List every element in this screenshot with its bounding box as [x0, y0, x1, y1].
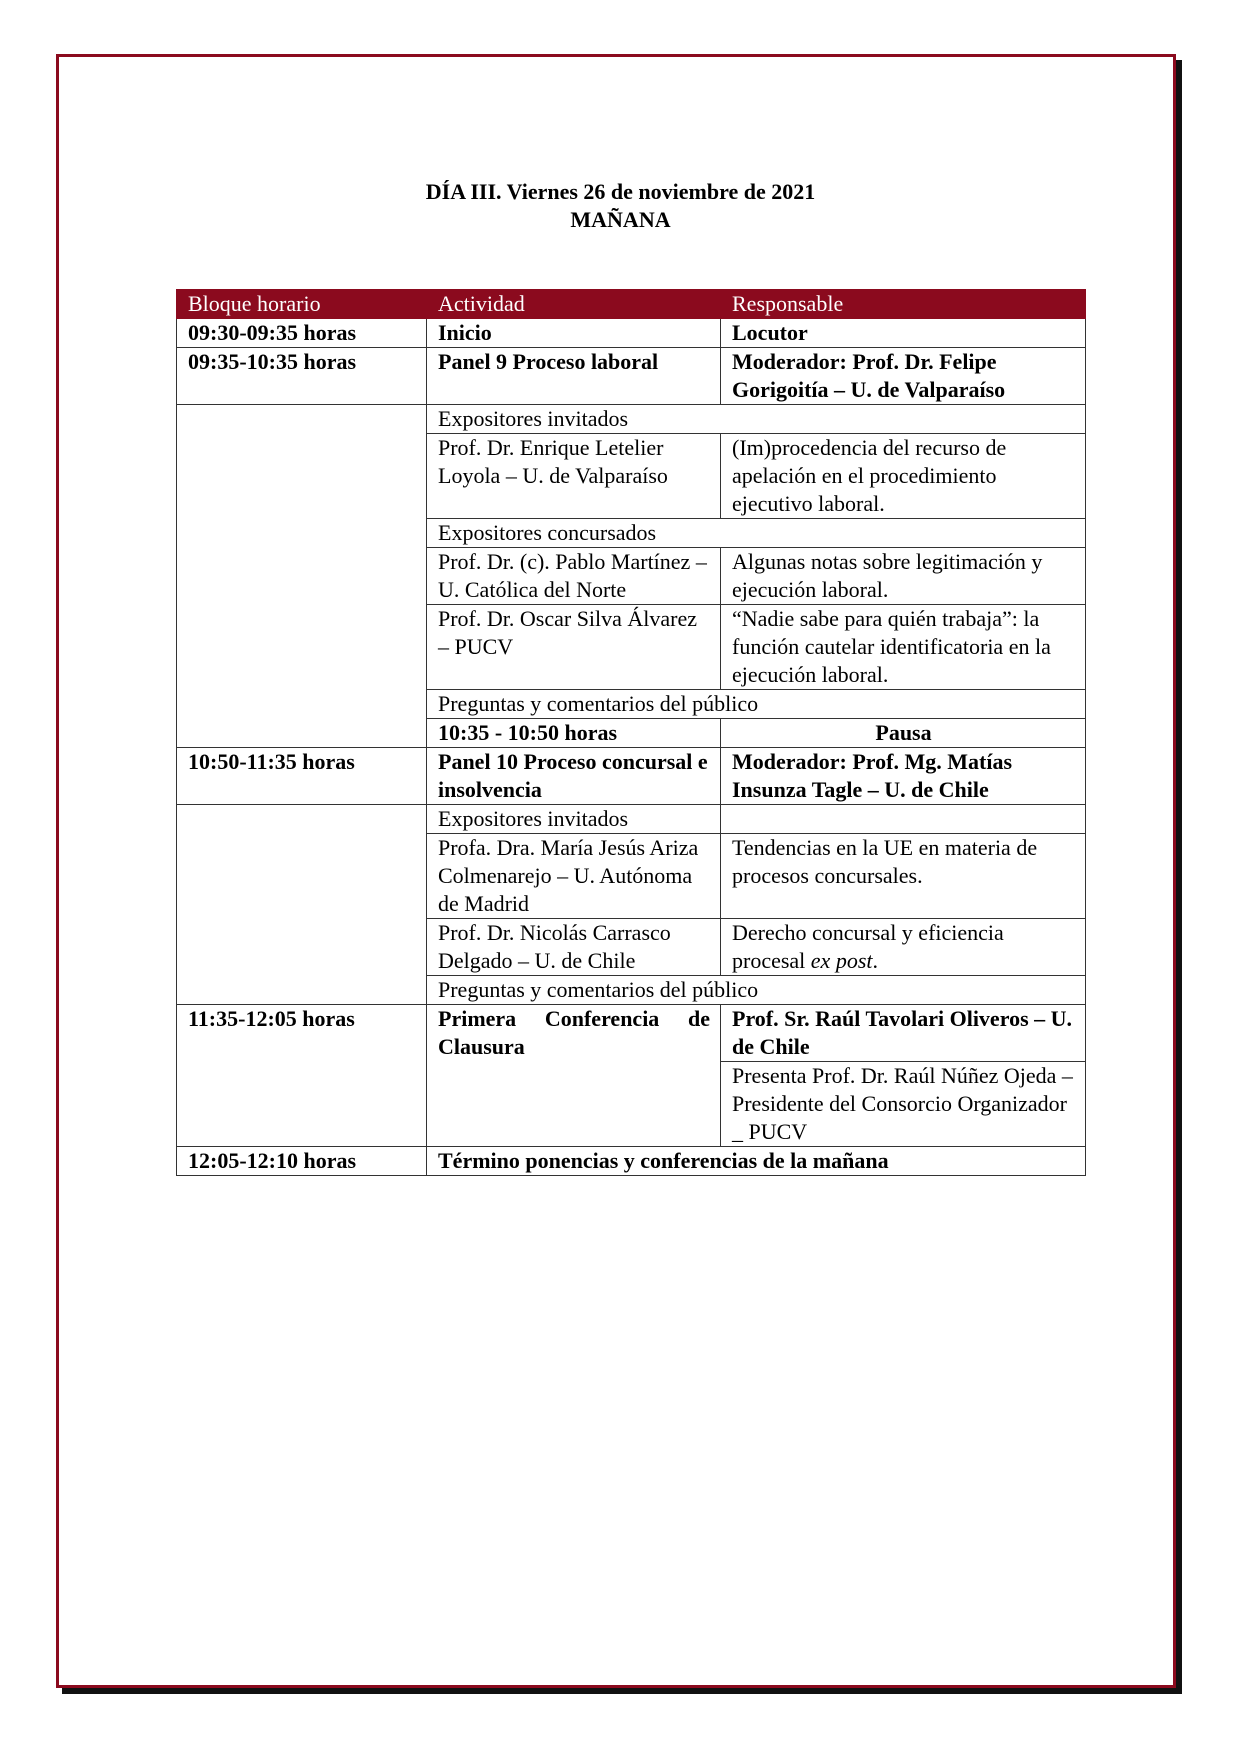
empty-time-cell [177, 805, 427, 1005]
table-row [177, 348, 1086, 405]
responsible-cell: Locutor [721, 319, 1086, 348]
topic-text: Derecho concursal y eficiencia procesal [732, 920, 1004, 973]
program-table [176, 289, 1086, 1176]
section-label: Expositores invitados [427, 405, 1086, 434]
speaker-cell: Profa. Dra. María Jesús Ariza Colmenarejo – U. Autónoma de Madrid [427, 834, 721, 919]
topic-cell: “Nadie sabe para quién trabaja”: la función cautelar identificatoria en la ejecución laboral. [721, 605, 1086, 690]
speaker-cell: Prof. Dr. (c). Pablo Martínez – U. Católica del Norte [427, 548, 721, 605]
header-time: Bloque horario [177, 290, 427, 319]
questions-cell: Preguntas y comentarios del público [427, 976, 1086, 1005]
topic-cell: Tendencias en la UE en materia de procesos concursales. [721, 834, 1086, 919]
table-row [177, 805, 1086, 834]
table-row [177, 1147, 1086, 1176]
time-cell: 10:35 - 10:50 horas [427, 719, 721, 748]
topic-end: . [872, 948, 878, 973]
topic-cell: Algunas notas sobre legitimación y ejecución laboral. [721, 548, 1086, 605]
empty-cell [721, 805, 1086, 834]
presenter-cell: Presenta Prof. Dr. Raúl Núñez Ojeda – Presidente del Consorcio Organizador _ PUCV [721, 1062, 1086, 1147]
section-label: Expositores invitados [427, 805, 721, 834]
questions-cell: Preguntas y comentarios del público [427, 690, 1086, 719]
time-cell: 09:30-09:35 horas [177, 319, 427, 348]
topic-cell [721, 919, 1086, 976]
activity-cell: Panel 9 Proceso laboral [427, 348, 721, 405]
section-label: Expositores concursados [427, 519, 1086, 548]
table-row [177, 405, 1086, 434]
topic-cell: (Im)procedencia del recurso de apelación en el procedimiento ejecutivo laboral. [721, 434, 1086, 519]
header-activity: Actividad [427, 290, 721, 319]
table-row [177, 319, 1086, 348]
time-cell: 10:50-11:35 horas [177, 748, 427, 805]
responsible-cell: Prof. Sr. Raúl Tavolari Oliveros – U. de Chile [721, 1005, 1086, 1062]
time-cell: 12:05-12:10 horas [177, 1147, 427, 1176]
speaker-cell: Prof. Dr. Nicolás Carrasco Delgado – U. de Chile [427, 919, 721, 976]
time-cell: 11:35-12:05 horas [177, 1005, 427, 1147]
empty-time-cell [177, 405, 427, 748]
activity-cell: Panel 10 Proceso concursal e insolvencia [427, 748, 721, 805]
topic-italic: ex post [810, 948, 873, 973]
responsible-cell: Moderador: Prof. Dr. Felipe Gorigoitía – U. de Valparaíso [721, 348, 1086, 405]
page-title: DÍA III. Viernes 26 de noviembre de 2021 [425, 179, 816, 204]
header-row [177, 290, 1086, 319]
activity-cell: Inicio [427, 319, 721, 348]
speaker-cell: Prof. Dr. Oscar Silva Álvarez – PUCV [427, 605, 721, 690]
header-responsible: Responsable [721, 290, 1086, 319]
table-row [177, 748, 1086, 805]
activity-cell: Término ponencias y conferencias de la mañana [427, 1147, 1086, 1176]
speaker-cell: Prof. Dr. Enrique Letelier Loyola – U. de Valparaíso [427, 434, 721, 519]
pause-cell: Pausa [721, 719, 1086, 748]
activity-cell: Primera Conferencia de Clausura [427, 1005, 721, 1147]
table-row [177, 1005, 1086, 1062]
page-subtitle: MAÑANA [570, 207, 671, 232]
responsible-cell: Moderador: Prof. Mg. Matías Insunza Tagle – U. de Chile [721, 748, 1086, 805]
time-cell: 09:35-10:35 horas [177, 348, 427, 405]
